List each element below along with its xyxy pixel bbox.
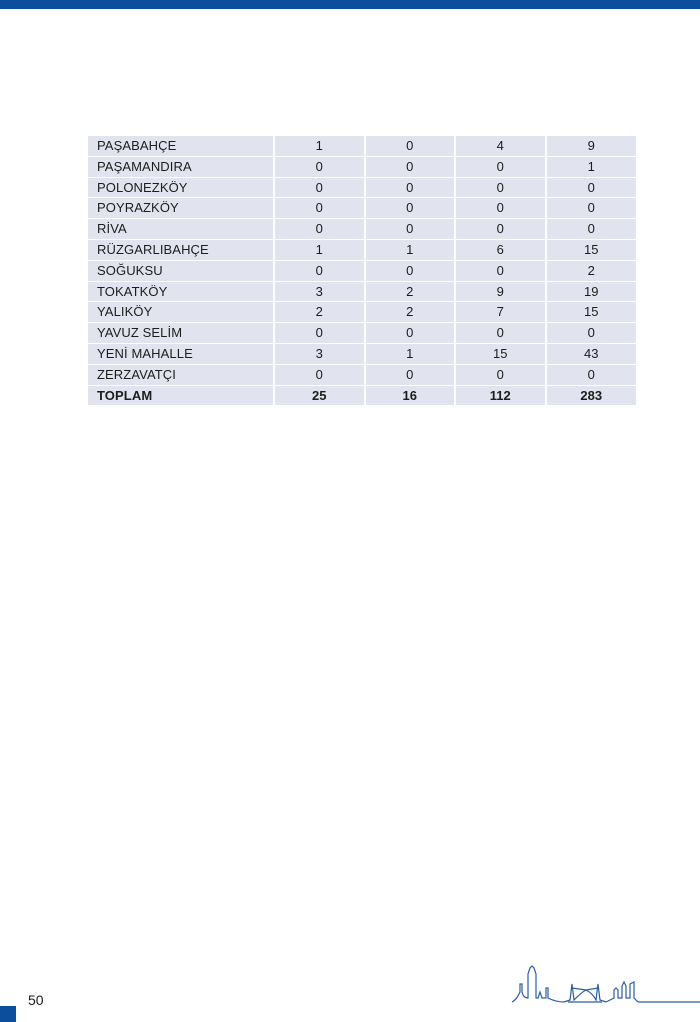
value-cell-2: 0 <box>365 364 456 385</box>
value-cell-2: 0 <box>365 198 456 219</box>
value-cell-3: 0 <box>455 323 546 344</box>
district-name-cell: RÜZGARLIBAHÇE <box>88 239 274 260</box>
value-cell-2: 0 <box>365 323 456 344</box>
value-cell-4: 1 <box>546 156 637 177</box>
value-cell-4: 283 <box>546 385 637 406</box>
value-cell-4: 0 <box>546 198 637 219</box>
value-cell-1: 0 <box>274 219 365 240</box>
district-name-cell: TOKATKÖY <box>88 281 274 302</box>
value-cell-1: 2 <box>274 302 365 323</box>
district-name-cell: RİVA <box>88 219 274 240</box>
value-cell-2: 1 <box>365 343 456 364</box>
value-cell-3: 0 <box>455 219 546 240</box>
district-name-cell: PAŞABAHÇE <box>88 136 274 156</box>
value-cell-3: 0 <box>455 198 546 219</box>
value-cell-4: 0 <box>546 364 637 385</box>
header-band <box>0 0 700 9</box>
value-cell-4: 0 <box>546 219 637 240</box>
total-row <box>88 385 636 406</box>
table-row <box>88 136 636 156</box>
table-row <box>88 239 636 260</box>
value-cell-4: 43 <box>546 343 637 364</box>
value-cell-2: 2 <box>365 302 456 323</box>
value-cell-3: 6 <box>455 239 546 260</box>
value-cell-1: 0 <box>274 260 365 281</box>
table-row <box>88 323 636 344</box>
value-cell-1: 0 <box>274 323 365 344</box>
table-row <box>88 177 636 198</box>
table-body <box>88 136 636 406</box>
value-cell-3: 7 <box>455 302 546 323</box>
value-cell-1: 1 <box>274 136 365 156</box>
value-cell-2: 0 <box>365 156 456 177</box>
table-row <box>88 260 636 281</box>
value-cell-4: 2 <box>546 260 637 281</box>
district-name-cell: TOPLAM <box>88 385 274 406</box>
value-cell-1: 0 <box>274 364 365 385</box>
value-cell-3: 112 <box>455 385 546 406</box>
table-row <box>88 302 636 323</box>
value-cell-1: 0 <box>274 156 365 177</box>
value-cell-1: 3 <box>274 281 365 302</box>
data-table-container <box>88 136 636 406</box>
istanbul-skyline-icon <box>510 962 700 1008</box>
district-table <box>88 136 636 406</box>
district-name-cell: YAVUZ SELİM <box>88 323 274 344</box>
value-cell-3: 0 <box>455 177 546 198</box>
value-cell-4: 15 <box>546 302 637 323</box>
value-cell-1: 25 <box>274 385 365 406</box>
value-cell-2: 16 <box>365 385 456 406</box>
value-cell-4: 15 <box>546 239 637 260</box>
table-row <box>88 364 636 385</box>
value-cell-2: 1 <box>365 239 456 260</box>
value-cell-4: 19 <box>546 281 637 302</box>
value-cell-2: 0 <box>365 136 456 156</box>
table-row <box>88 156 636 177</box>
value-cell-4: 0 <box>546 177 637 198</box>
value-cell-3: 0 <box>455 364 546 385</box>
district-name-cell: YALIKÖY <box>88 302 274 323</box>
value-cell-1: 1 <box>274 239 365 260</box>
value-cell-3: 15 <box>455 343 546 364</box>
district-name-cell: PAŞAMANDIRA <box>88 156 274 177</box>
value-cell-3: 4 <box>455 136 546 156</box>
value-cell-2: 0 <box>365 219 456 240</box>
value-cell-1: 3 <box>274 343 365 364</box>
district-name-cell: YENİ MAHALLE <box>88 343 274 364</box>
footer-square <box>0 1006 16 1022</box>
district-name-cell: ZERZAVATÇI <box>88 364 274 385</box>
district-name-cell: SOĞUKSU <box>88 260 274 281</box>
page-number: 50 <box>28 992 44 1008</box>
value-cell-1: 0 <box>274 198 365 219</box>
value-cell-4: 9 <box>546 136 637 156</box>
value-cell-3: 0 <box>455 260 546 281</box>
value-cell-2: 0 <box>365 177 456 198</box>
table-row <box>88 219 636 240</box>
district-name-cell: POYRAZKÖY <box>88 198 274 219</box>
table-row <box>88 343 636 364</box>
district-name-cell: POLONEZKÖY <box>88 177 274 198</box>
value-cell-3: 0 <box>455 156 546 177</box>
table-row <box>88 198 636 219</box>
value-cell-2: 0 <box>365 260 456 281</box>
value-cell-2: 2 <box>365 281 456 302</box>
value-cell-4: 0 <box>546 323 637 344</box>
value-cell-3: 9 <box>455 281 546 302</box>
table-row <box>88 281 636 302</box>
value-cell-1: 0 <box>274 177 365 198</box>
